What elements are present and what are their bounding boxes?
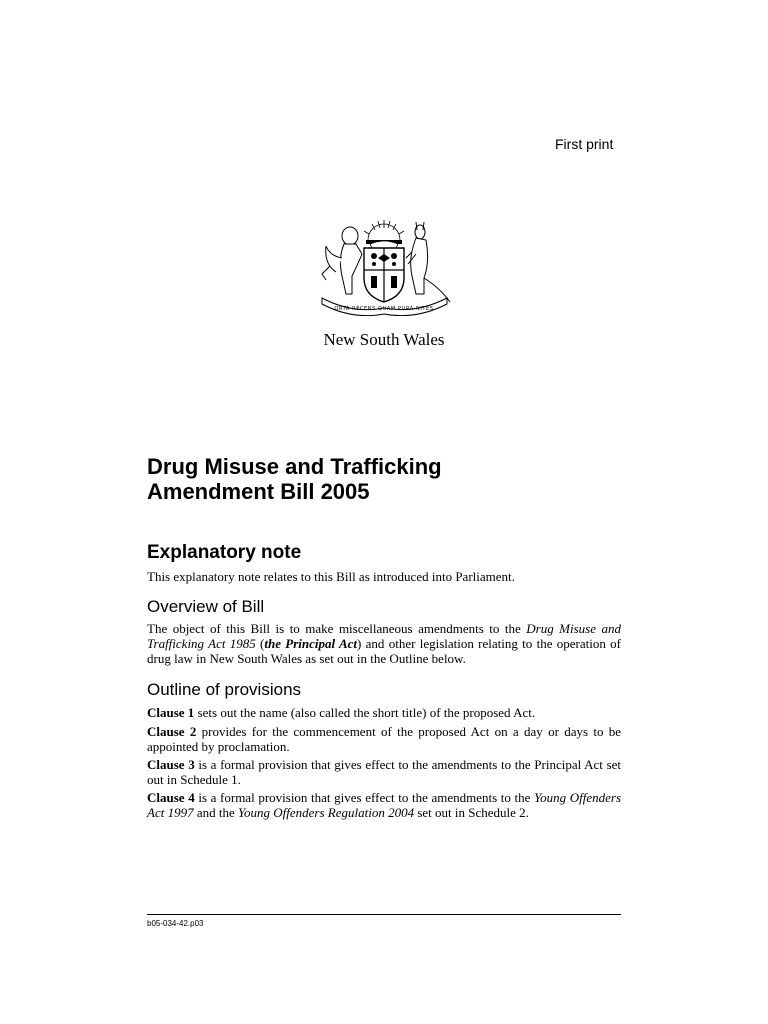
clause-4-text-part2: and the	[193, 805, 238, 820]
footer-divider	[147, 914, 621, 915]
clause-3-label: Clause 3	[147, 757, 195, 772]
clause-4-label: Clause 4	[147, 790, 195, 805]
explanatory-note-text: This explanatory note relates to this Bill as introduced into Parliament.	[147, 569, 515, 584]
clause-4-text-part1: is a formal provision that gives effect to the amendments to the	[194, 790, 535, 805]
explanatory-note-heading: Explanatory note	[147, 542, 302, 563]
svg-text:ORTA RECENS QUAM PURA NITES: ORTA RECENS QUAM PURA NITES	[334, 306, 434, 312]
document-code: b05-034-42.p03	[147, 919, 204, 928]
clause-4-paragraph	[147, 790, 621, 820]
young-offenders-regulation-name: Young Offenders Regulation 2004	[237, 805, 415, 820]
overview-text-part2: (	[255, 636, 265, 651]
clause-1-text: sets out the name (also called the short title) of the proposed Act.	[194, 705, 536, 720]
bill-title-line2: Amendment Bill 2005	[147, 479, 370, 504]
principal-act-name: Drug Misuse and Trafficking Act 1985	[147, 621, 622, 651]
clause-3-text: is a formal provision that gives effect to the amendments to the Principal Act set out in Schedule 1.	[147, 757, 622, 787]
clause-2-label: Clause 2	[147, 724, 197, 739]
nsw-coat-of-arms-logo	[312, 218, 457, 316]
overview-text-part1: The object of this Bill is to make miscellaneous amendments to the	[147, 621, 527, 636]
bill-title	[147, 454, 442, 504]
clause-3-paragraph	[147, 757, 621, 787]
clause-2-text: provides for the commencement of the proposed Act on a day or days to be appointed by proclamation.	[147, 724, 622, 754]
clause-1-paragraph	[147, 705, 621, 720]
outline-heading: Outline of provisions	[147, 680, 302, 699]
bill-title-line1: Drug Misuse and Trafficking	[147, 454, 442, 479]
clause-4-text-part3: set out in Schedule 2.	[414, 805, 529, 820]
overview-text-part3: ) and other legislation relating to the operation of drug law in New South Wales as set out in the Outline below.	[147, 636, 621, 666]
clause-2-paragraph	[147, 724, 621, 754]
overview-paragraph	[147, 621, 621, 666]
overview-heading: Overview of Bill	[147, 597, 265, 616]
principal-act-definition: the Principal Act	[264, 636, 358, 651]
clause-1-label: Clause 1	[147, 705, 195, 720]
print-status: First print	[555, 136, 614, 152]
jurisdiction-name: New South Wales	[323, 330, 445, 349]
young-offenders-act-name: Young Offenders Act 1997	[147, 790, 621, 820]
